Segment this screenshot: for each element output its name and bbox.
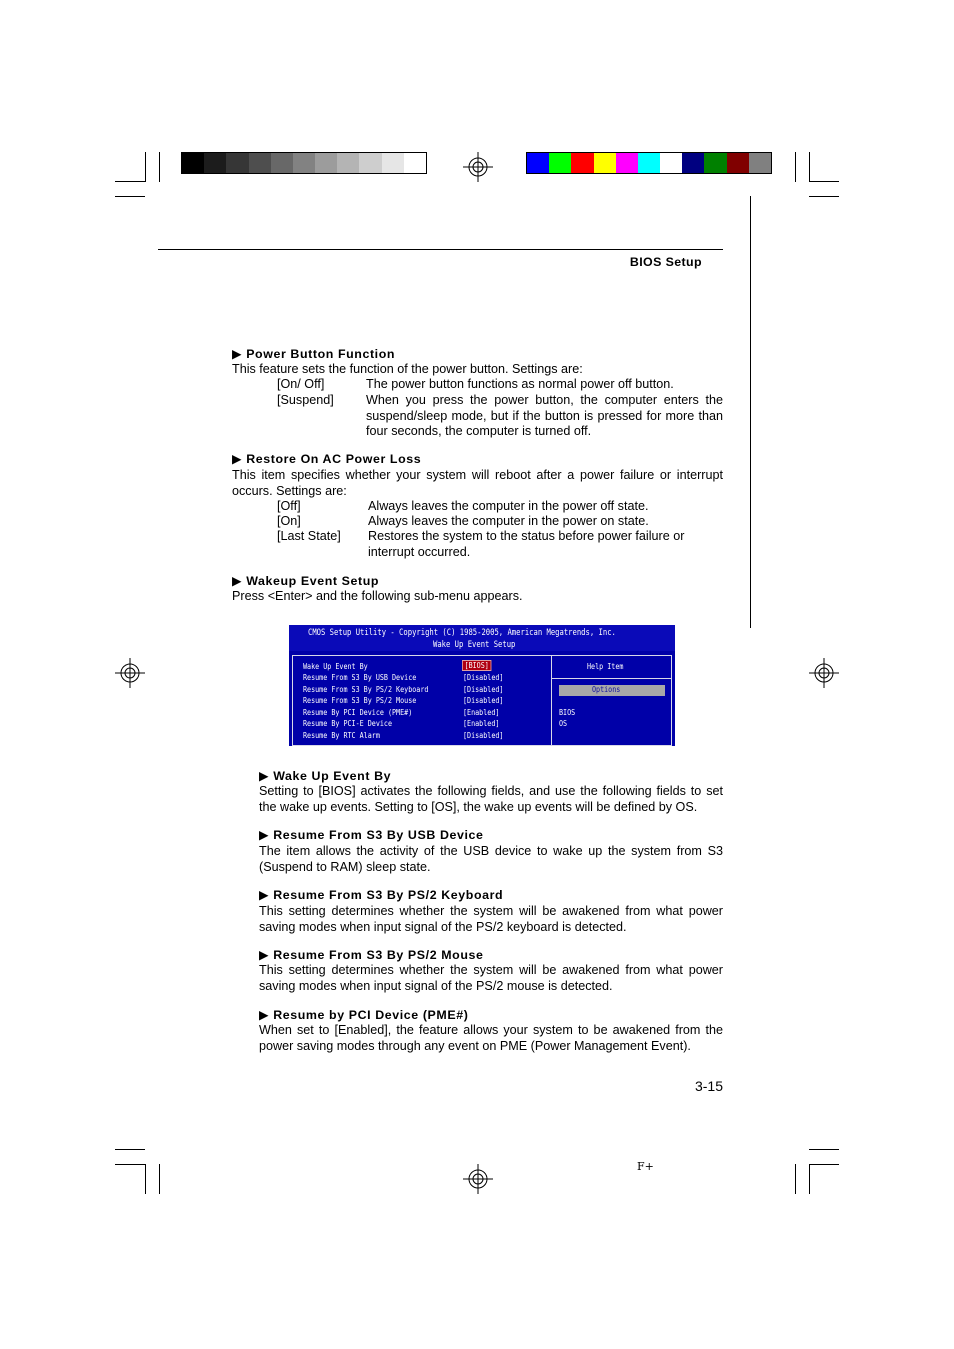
bios-item-label[interactable]: Resume By PCI-E Device bbox=[303, 719, 393, 728]
header-rule bbox=[158, 249, 723, 250]
color-swatch bbox=[549, 153, 571, 173]
bios-item-value[interactable]: [Disabled] bbox=[463, 685, 504, 694]
bullet-arrow-icon: ▶ bbox=[259, 769, 270, 783]
bullet-arrow-icon: ▶ bbox=[259, 828, 270, 842]
color-swatch bbox=[749, 153, 771, 173]
wake-up-by-heading: ▶ Wake Up Event By bbox=[259, 769, 392, 783]
option-key: [Last State] bbox=[277, 529, 341, 543]
resume-pci-heading: ▶ Resume by PCI Device (PME#) bbox=[259, 1008, 469, 1022]
wakeup-setup-intro: Press <Enter> and the following sub-menu appears. bbox=[232, 589, 523, 603]
color-swatch bbox=[527, 153, 549, 173]
bios-help-title: Help Item bbox=[587, 662, 624, 671]
bullet-arrow-icon: ▶ bbox=[232, 574, 243, 588]
bios-item-value[interactable]: [Disabled] bbox=[463, 673, 504, 682]
color-swatch bbox=[404, 153, 426, 173]
registration-mark-right-icon bbox=[809, 658, 839, 688]
color-swatch bbox=[660, 153, 682, 173]
option-desc: When you press the power button, the computer enters the suspend/sleep mode, but if the button is pressed for more than four seconds, the computer is turned off. bbox=[366, 393, 723, 438]
resume-kbd-body: This setting determines whether the system will be awakened from what power saving modes when input signal of the PS/2 keyboard is detected. bbox=[259, 904, 723, 934]
restore-ac-intro: This item specifies whether your system will reboot after a power failure or interrupt occurs. Settings are: bbox=[232, 468, 723, 498]
bullet-arrow-icon: ▶ bbox=[259, 948, 270, 962]
resume-mouse-body: This setting determines whether the system will be awakened from what power saving modes when input signal of the PS/2 mouse is detected. bbox=[259, 963, 723, 993]
color-swatch bbox=[682, 153, 704, 173]
bios-item-value[interactable]: [Enabled] bbox=[463, 708, 500, 717]
bios-help-divider bbox=[551, 678, 672, 679]
restore-ac-heading: ▶ Restore On AC Power Loss bbox=[232, 452, 422, 466]
page-number: 3-15 bbox=[694, 1078, 723, 1094]
registration-mark-bottom-icon bbox=[463, 1164, 493, 1194]
bios-help-option: OS bbox=[559, 719, 568, 728]
registration-mark-left-icon bbox=[115, 658, 145, 688]
color-swatch bbox=[249, 153, 271, 173]
bullet-arrow-icon: ▶ bbox=[259, 1008, 270, 1022]
bios-screenshot bbox=[289, 625, 675, 746]
power-button-intro: This feature sets the function of the power button. Settings are: bbox=[232, 362, 583, 376]
registration-mark-top-icon bbox=[463, 152, 493, 182]
resume-usb-heading: ▶ Resume From S3 By USB Device bbox=[259, 828, 484, 842]
bios-item-label[interactable]: Resume From S3 By USB Device bbox=[303, 673, 417, 682]
bios-item-label[interactable]: Resume From S3 By PS/2 Mouse bbox=[303, 696, 417, 705]
resume-mouse-heading: ▶ Resume From S3 By PS/2 Mouse bbox=[259, 948, 484, 962]
color-calibration-bar bbox=[526, 152, 772, 174]
color-swatch bbox=[271, 153, 293, 173]
wakeup-setup-heading: ▶ Wakeup Event Setup bbox=[232, 574, 380, 588]
resume-pci-body: When set to [Enabled], the feature allows your system to be awakened from the power saving modes through any event on PME (Power Management Event). bbox=[259, 1023, 723, 1053]
color-swatch bbox=[293, 153, 315, 173]
corner-glyph: F+ bbox=[637, 1160, 654, 1173]
power-button-heading: ▶ Power Button Function bbox=[232, 347, 396, 361]
bios-item-label[interactable]: Resume By PCI Device (PME#) bbox=[303, 708, 413, 717]
bios-help-option: BIOS bbox=[559, 708, 576, 717]
bios-item-label[interactable]: Resume By RTC Alarm bbox=[303, 731, 380, 740]
section-title: BIOS Setup bbox=[629, 255, 702, 269]
resume-kbd-heading: ▶ Resume From S3 By PS/2 Keyboard bbox=[259, 888, 504, 902]
margin-rule bbox=[750, 196, 751, 628]
bullet-arrow-icon: ▶ bbox=[232, 452, 243, 466]
color-swatch bbox=[337, 153, 359, 173]
bios-item-value[interactable]: [Disabled] bbox=[463, 696, 504, 705]
color-swatch bbox=[359, 153, 381, 173]
color-swatch bbox=[315, 153, 337, 173]
bios-item-value[interactable]: [Enabled] bbox=[463, 719, 500, 728]
option-key: [Suspend] bbox=[277, 393, 334, 407]
option-desc: The power button functions as normal power off button. bbox=[366, 377, 674, 391]
color-swatch bbox=[382, 153, 404, 173]
bios-item-label[interactable]: Resume From S3 By PS/2 Keyboard bbox=[303, 685, 429, 694]
color-swatch bbox=[204, 153, 226, 173]
color-swatch bbox=[616, 153, 638, 173]
color-swatch bbox=[594, 153, 616, 173]
bios-options-label: Options bbox=[592, 685, 621, 694]
color-swatch bbox=[226, 153, 248, 173]
wake-up-by-body: Setting to [BIOS] activates the following fields, and use the following fields to set the wake up events. Setting to [OS], the wake up events will be defined by OS. bbox=[259, 784, 723, 814]
color-swatch bbox=[638, 153, 660, 173]
option-desc: Restores the system to the status before power failure or interrupt occurred. bbox=[368, 529, 685, 559]
bios-subtitle: Wake Up Event Setup bbox=[433, 639, 516, 649]
color-swatch bbox=[182, 153, 204, 173]
option-key: [Off] bbox=[277, 499, 301, 513]
bios-item-label[interactable]: Wake Up Event By bbox=[303, 662, 368, 671]
option-desc: Always leaves the computer in the power off state. bbox=[368, 499, 649, 513]
bios-item-value[interactable]: [Disabled] bbox=[463, 731, 504, 740]
bios-title: CMOS Setup Utility - Copyright (C) 1985-2005, American Megatrends, Inc. bbox=[308, 627, 616, 637]
color-swatch bbox=[704, 153, 726, 173]
bios-item-value[interactable]: [BIOS] bbox=[462, 661, 491, 671]
grayscale-calibration-bar bbox=[181, 152, 427, 174]
color-swatch bbox=[727, 153, 749, 173]
option-key: [On] bbox=[277, 514, 301, 528]
option-key: [On/ Off] bbox=[277, 377, 325, 391]
option-desc: Always leaves the computer in the power on state. bbox=[368, 514, 649, 528]
resume-usb-body: The item allows the activity of the USB device to wake up the system from S3 (Suspend to RAM) sleep state. bbox=[259, 844, 723, 874]
bullet-arrow-icon: ▶ bbox=[259, 888, 270, 902]
bullet-arrow-icon: ▶ bbox=[232, 347, 243, 361]
color-swatch bbox=[571, 153, 593, 173]
